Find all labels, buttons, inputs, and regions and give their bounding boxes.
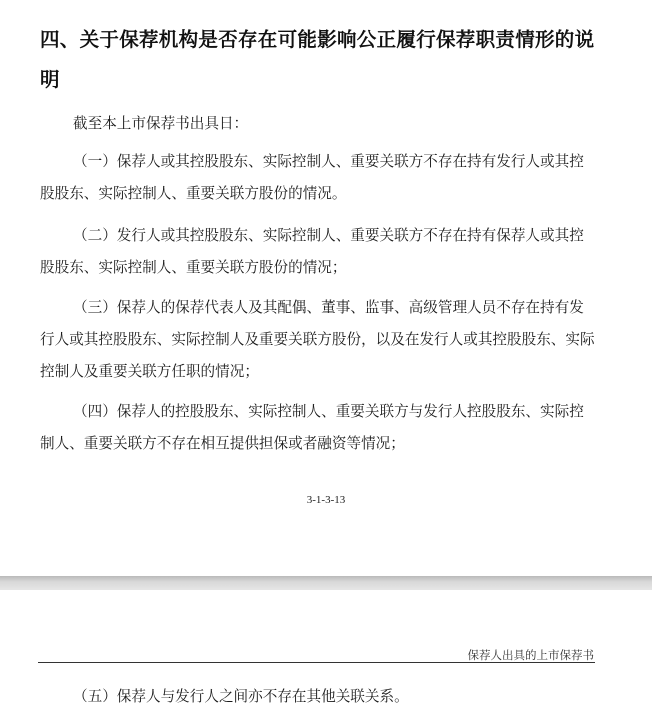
clause-paragraph-2: （二）发行人或其控股股东、实际控制人、重要关联方不存在持有保荐人或其控股股东、实际控制人、重要关联方股份的情况； [40,227,584,276]
running-header: 保荐人出具的上市保荐书 [467,648,594,662]
header-divider [38,662,595,663]
clause-paragraph-5: （五）保荐人与发行人之间亦不存在其他关联关系。 [73,688,409,705]
page-separator [0,576,652,590]
page-number: 3-1-3-13 [306,494,346,506]
intro-paragraph: 截至本上市保荐书出具日： [73,115,249,132]
clause-paragraph-1: （一）保荐人或其控股股东、实际控制人、重要关联方不存在持有发行人或其控股股东、实际控制人、重要关联方股份的情况。 [40,153,584,202]
section-heading: 四、关于保荐机构是否存在可能影响公正履行保荐职责情形的说明 [40,28,595,91]
clause-paragraph-4: （四）保荐人的控股股东、实际控制人、重要关联方与发行人控股股东、实际控制人、重要关联方不存在相互提供担保或者融资等情况； [40,403,584,452]
clause-paragraph-3: （三）保荐人的保荐代表人及其配偶、董事、监事、高级管理人员不存在持有发行人或其控股股东、实际控制人及重要关联方股份，以及在发行人或其控股股东、实际控制人及重要关联方任职的情况； [40,299,595,380]
